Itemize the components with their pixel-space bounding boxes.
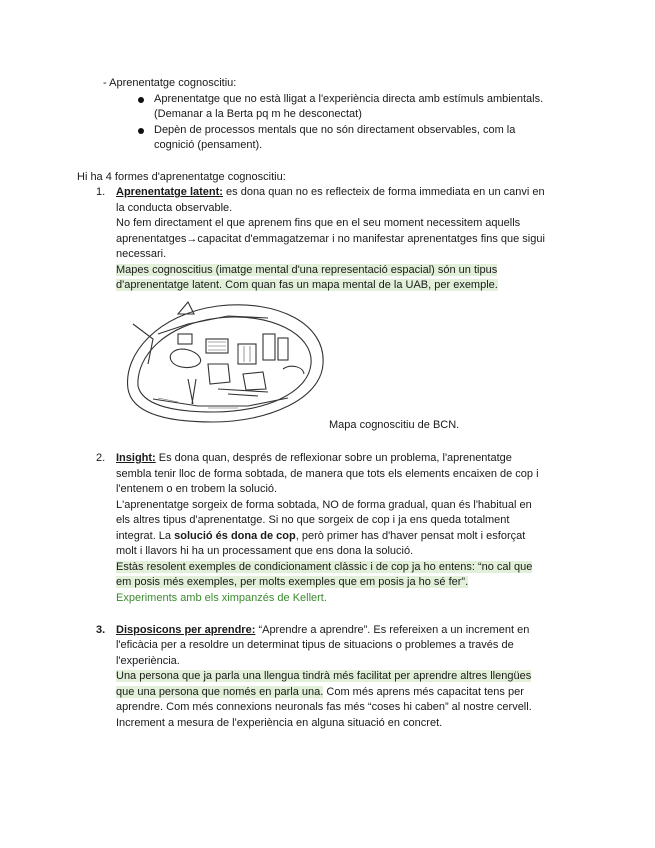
item2-green-note: Experiments amb els ximpanzés de Kellert. bbox=[116, 592, 327, 604]
item1-highlight-1 bbox=[116, 263, 497, 278]
item2-line-2: sembla tenir lloc de forma sobtada, de manera que tots els elements encaixen de cop i bbox=[116, 468, 539, 480]
highlight-text: que una persona que només en parla una. bbox=[116, 686, 324, 698]
item1-line-4a: aprenentatges bbox=[116, 233, 187, 245]
item3-text: “Aprendre a aprendre”. Es refereixen a un increment en bbox=[258, 624, 530, 636]
highlight-text: Estàs resolent exemples de condicionament clàssic i de cop ja ho entens: “no cal que bbox=[116, 561, 533, 573]
item1-title: Aprenentatge latent: bbox=[116, 186, 223, 198]
bullet-dot bbox=[138, 97, 144, 103]
item2-line-1 bbox=[116, 451, 512, 466]
item2-line-6a: integrat. La bbox=[116, 530, 172, 542]
item2-text: Es dona quan, després de reflexionar sobre un problema, l'aprenentatge bbox=[158, 452, 512, 464]
forms-intro: Hi ha 4 formes d'aprenentatge cognoscitiu: bbox=[77, 171, 286, 183]
highlight-text: em posis més exemples, per molts exemples que em posis ja ho sé fer”. bbox=[116, 576, 469, 588]
item2-title: Insight: bbox=[116, 452, 156, 464]
item2-line-6c: , però primer has d'haver pensat molt i esforçat bbox=[295, 530, 526, 542]
item1-line-4 bbox=[116, 232, 545, 247]
item2-line-3: l'entenem o en trobem la solució. bbox=[116, 483, 278, 495]
item3-line-6: aprendre. Com més connexions neuronals fas més “coses hi caben” al nostre cervell. bbox=[116, 701, 532, 713]
highlight-text: d'aprenentatge latent. Com quan fas un mapa mental de la UAB, per exemple. bbox=[116, 279, 498, 291]
item3-line-2: l'eficàcia per a resoldre un determinat tipus de situacions o problemes a través de bbox=[116, 639, 514, 651]
item3-line-3: l'experiència. bbox=[116, 655, 180, 667]
item3-highlight-1 bbox=[116, 669, 531, 684]
item1-line-2: la conducta observable. bbox=[116, 202, 233, 214]
item2-bold-phrase: solució és dona de cop bbox=[174, 530, 296, 542]
item1-text: es dona quan no es reflecteix de forma immediata en un canvi en bbox=[226, 186, 545, 198]
item1-highlight-2 bbox=[116, 278, 498, 293]
bullet-1-line-2: (Demanar a la Berta pq m he desconectat) bbox=[154, 108, 362, 120]
bullet-2-line-1: Depèn de processos mentals que no són directament observables, com la bbox=[154, 124, 516, 136]
item3-title: Disposicons per aprendre: bbox=[116, 624, 256, 636]
bullet-1-line-1: Aprenentatge que no està lligat a l'experiència directa amb estímuls ambientals. bbox=[154, 93, 544, 105]
item1-line-5: necessari. bbox=[116, 248, 167, 260]
list-number: 2. bbox=[96, 452, 106, 464]
item2-line-4: L'aprenentatge sorgeix de forma sobtada, NO de forma gradual, quan és l'habitual en bbox=[116, 499, 532, 511]
item3-line-1 bbox=[116, 623, 529, 638]
list-number: 3. bbox=[96, 624, 106, 636]
item2-line-6 bbox=[116, 529, 525, 544]
item2-line-5: els altres tipus d'aprenentatge. Si no que sorgeix de cop i ja ens queda totalment bbox=[116, 514, 510, 526]
item2-highlight-2 bbox=[116, 575, 468, 590]
item3-line-7: Increment a mesura de l'experiència en alguna situació en concret. bbox=[116, 717, 443, 729]
arrow-icon: → bbox=[186, 233, 198, 245]
map-caption: Mapa cognoscitiu de BCN. bbox=[329, 419, 460, 431]
highlight-text: Una persona que ja parla una llengua tindrà més facilitat per aprendre altres llengües bbox=[116, 670, 532, 682]
item3-line-5b: Com més aprens més capacitat tens per bbox=[326, 686, 524, 698]
list-number: 1. bbox=[96, 186, 106, 198]
item1-line-1 bbox=[116, 185, 545, 200]
bullet-2-line-2: cognició (pensament). bbox=[154, 139, 263, 151]
bullet-dot bbox=[138, 128, 144, 134]
item3-line-5 bbox=[116, 685, 524, 700]
item1-line-4b: capacitat d'emmagatzemar i no manifestar aprenentatges fins que sigui bbox=[197, 233, 545, 245]
highlight-text: Mapes cognoscitius (imatge mental d'una representació espacial) són un tipus bbox=[116, 264, 498, 276]
cognitive-map-image bbox=[118, 294, 328, 428]
item2-highlight-1 bbox=[116, 560, 532, 575]
item1-line-3: No fem directament el que aprenem fins que en el seu moment necessitem aquells bbox=[116, 217, 521, 229]
section-heading: - Aprenentatge cognoscitiu: bbox=[103, 77, 237, 89]
item2-line-7: molt i llavors hi ha un processament que ens dona la solució. bbox=[116, 545, 414, 557]
